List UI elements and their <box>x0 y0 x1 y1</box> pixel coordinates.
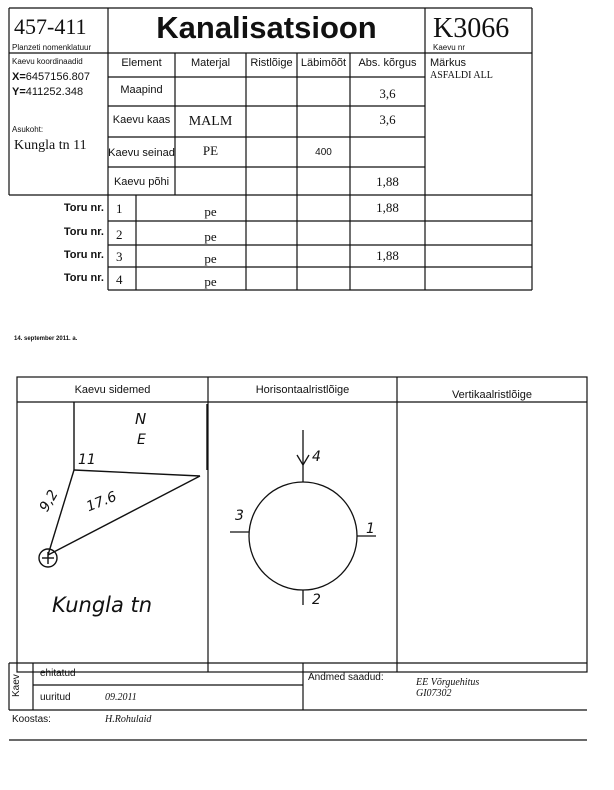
coords-label: Kaevu koordinaadid <box>12 57 83 66</box>
pipe-label-sketch: 1 <box>366 521 375 537</box>
surveyed-value: 09.2011 <box>105 692 137 703</box>
coord-y-value: 411252.348 <box>25 86 84 98</box>
map-sheet-label: Planzeti nomenklatuur <box>12 43 92 52</box>
coord-x-label: X= <box>12 71 26 83</box>
coord-y-label: Y= <box>12 86 26 98</box>
pipe-label: Toru nr. <box>63 249 104 261</box>
col-element: Element <box>121 57 162 69</box>
horizontal-section-sketch <box>230 430 376 605</box>
row-element-label: Kaevu kaas <box>112 114 171 126</box>
data-from-value: EE Võrguehitus <box>416 677 480 688</box>
row-element-label: Kaevu põhi <box>113 176 170 188</box>
row-height-value: 3,6 <box>379 86 396 101</box>
col-remark: Märkus <box>430 57 467 69</box>
compiled-value: H.Rohulaid <box>105 714 152 725</box>
row-material-value: PE <box>202 143 219 158</box>
row-height-value: 3,6 <box>379 112 396 127</box>
pipe-label: Toru nr. <box>63 226 104 238</box>
sketch-dimension: 11 <box>78 452 96 468</box>
row-element-label: Maapind <box>120 84 163 96</box>
sketch-col-vertical: Vertikaalristlõige <box>451 389 533 401</box>
pipe-nr: 3 <box>116 249 123 264</box>
row-element-label: Kaevu seinad <box>108 147 175 159</box>
coord-x-value: 6457156.807 <box>25 71 90 83</box>
pipe-label: Toru nr. <box>63 202 104 214</box>
col-abs-height: Abs. kõrgus <box>358 57 417 69</box>
sketch-e-mark: E <box>137 432 146 448</box>
col-cross-section: Ristlõige <box>250 57 293 69</box>
kaev-label: Kaev <box>11 674 22 697</box>
location-label: Asukoht: <box>12 125 44 134</box>
coord-y <box>12 86 83 98</box>
pipe-height: 1,88 <box>376 200 399 215</box>
well-id: K3066 <box>433 13 510 44</box>
pipe-label-sketch: 4 <box>312 449 321 465</box>
pipe-nr: 1 <box>116 201 123 216</box>
row-material-value: MALM <box>188 114 233 129</box>
surveyed-label: uuritud <box>40 692 71 703</box>
sketch-col-connections: Kaevu sidemed <box>74 384 151 396</box>
connections-sketch <box>36 402 207 567</box>
col-diameter: Läbimõõt <box>300 57 347 69</box>
location-value: Kungla tn 11 <box>14 138 87 153</box>
sketch-north-mark: N <box>135 410 147 428</box>
date-line: 14. september 2011. a. <box>14 336 78 342</box>
row-height-value: 1,88 <box>376 174 399 189</box>
pipe-height: 1,88 <box>376 248 399 263</box>
sketch-col-horizontal: Horisontaalristlõige <box>255 384 350 396</box>
map-sheet-number: 457-411 <box>14 14 87 39</box>
pipe-label: Toru nr. <box>63 272 104 284</box>
pipe-nr: 2 <box>116 227 123 242</box>
well-id-label: Kaevu nr <box>433 43 466 52</box>
data-from-label: Andmed saadud: <box>308 672 384 683</box>
pipe-material: pe <box>204 204 217 219</box>
data-from-value: GI07302 <box>416 688 452 699</box>
pipe-label-sketch: 3 <box>235 508 244 524</box>
row-diameter-value: 400 <box>315 147 332 158</box>
coord-x <box>12 71 90 83</box>
pipe-material: pe <box>204 229 217 244</box>
pipe-material: pe <box>204 251 217 266</box>
sketch-street-name: Kungla tn <box>52 593 153 617</box>
pipe-label-sketch: 2 <box>312 592 321 608</box>
compiled-label: Koostas: <box>12 714 51 725</box>
built-label: ehitatud <box>40 668 76 679</box>
remark-value: ASFALDI ALL <box>430 70 493 81</box>
page-title: Kanalisatsioon <box>156 10 377 45</box>
sketch-dimension: 9,2 <box>36 487 62 515</box>
pipe-nr: 4 <box>116 272 123 287</box>
col-material: Materjal <box>190 57 231 69</box>
pipe-material: pe <box>204 274 217 289</box>
sketch-dimension: 17.6 <box>84 488 120 516</box>
